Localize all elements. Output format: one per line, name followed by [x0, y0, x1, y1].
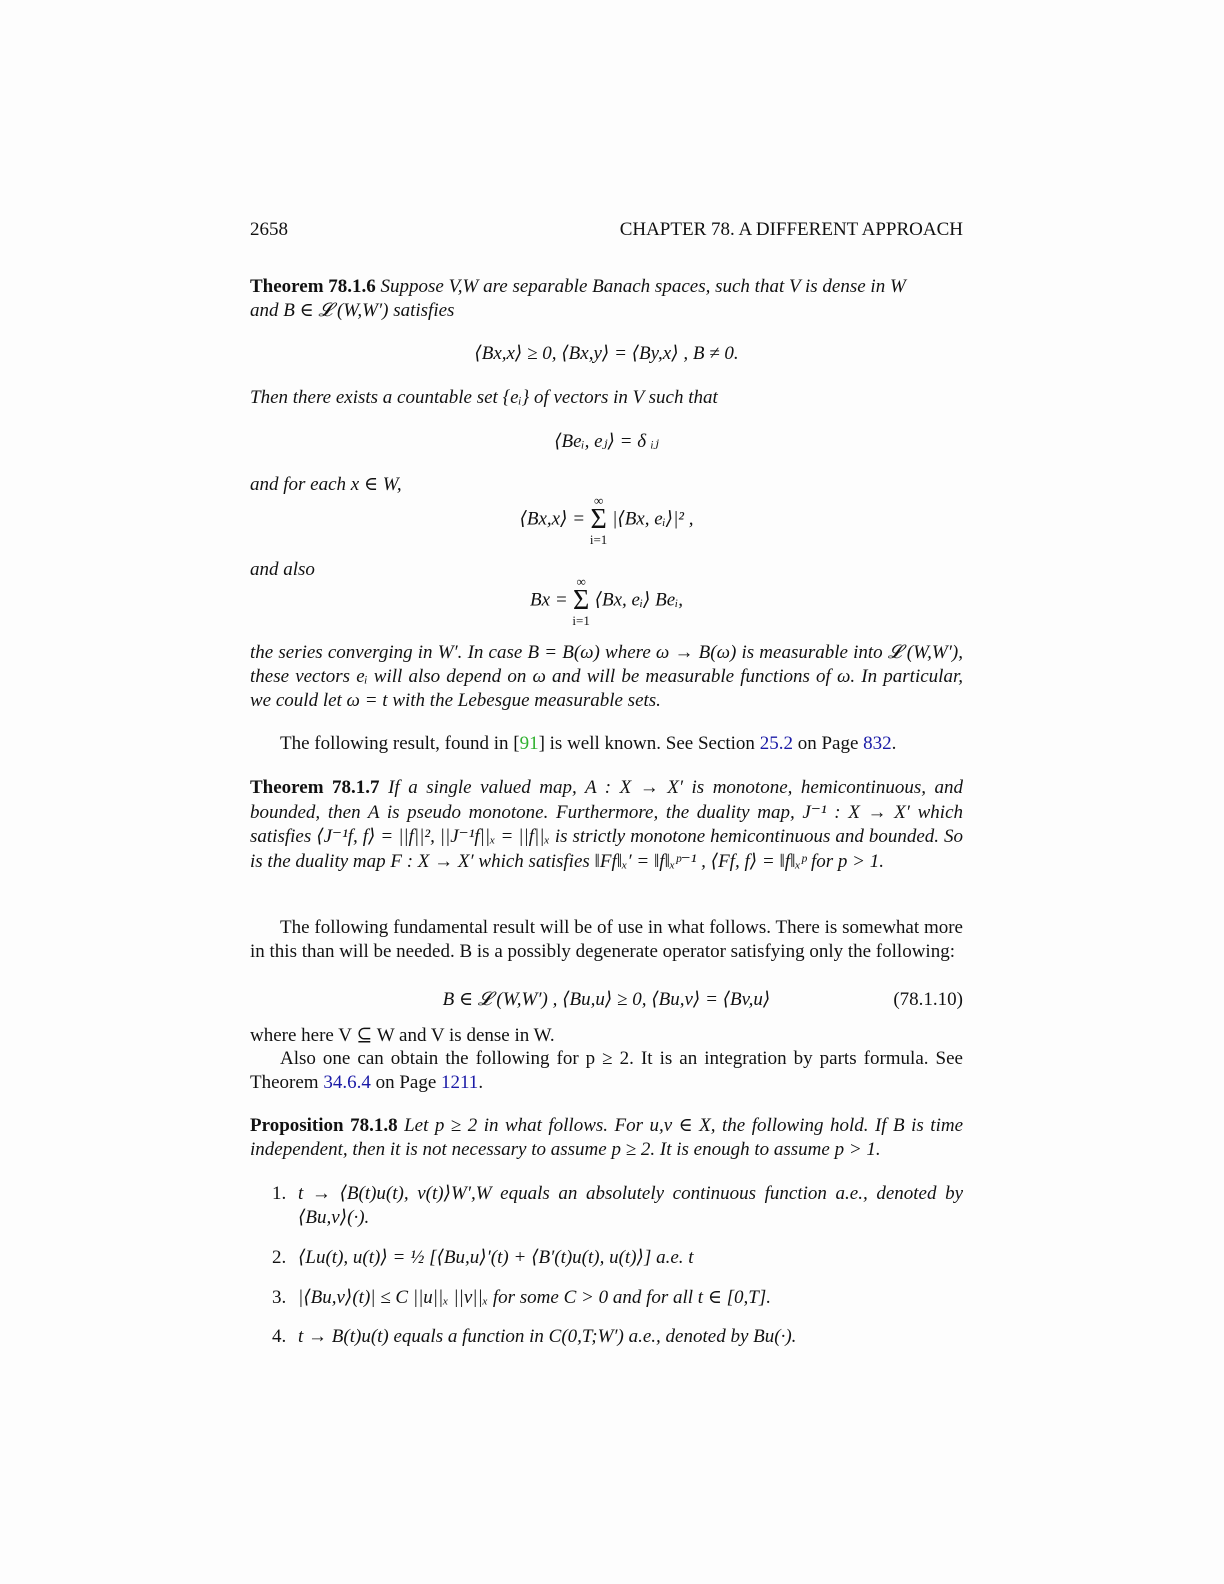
paragraph-where: where here V ⊆ W and V is dense in W.	[250, 1025, 555, 1046]
equation-78-1-10	[250, 988, 963, 1012]
summation-sign: ∞ Σ i=1	[589, 493, 608, 547]
equation-lhs: ⟨Bx,x⟩ =	[519, 508, 586, 530]
theorem-text-line1: Suppose V,W are separable Banach spaces, such that V is dense in W	[380, 276, 906, 297]
equation-lhs: Bx =	[530, 589, 568, 611]
equation-rhs: ⟨Bx, eᵢ⟩ Beᵢ,	[594, 589, 683, 611]
citation-link[interactable]: 91	[519, 733, 539, 754]
sum-upper-limit: ∞	[593, 493, 604, 508]
equation-positivity: ⟨Bx,x⟩ ≥ 0, ⟨Bx,y⟩ = ⟨By,x⟩ , B ≠ 0.	[474, 343, 739, 364]
list-number: 3.	[272, 1287, 287, 1308]
text: ] is well known. See Section	[538, 733, 760, 754]
list-text: |⟨Bu,v⟩(t)| ≤ C ||u||ₓ ||v||ₓ for some C > 0 and for all t ∈ [0,T].	[298, 1287, 772, 1308]
sum-lower-limit: i=1	[589, 532, 608, 547]
list-item	[272, 1182, 963, 1230]
proposition-label: Proposition 78.1.8	[250, 1115, 398, 1136]
text: on Page	[370, 1072, 442, 1093]
list-item	[272, 1325, 963, 1349]
theorem-link[interactable]: 34.6.4	[323, 1072, 371, 1093]
chapter-title: CHAPTER 78. A DIFFERENT APPROACH	[619, 219, 963, 240]
list-text: t → ⟨B(t)u(t), v(t)⟩W′,W equals an absolutely continuous function a.e., denoted by ⟨Bu,v⟩(·).	[298, 1183, 963, 1228]
section-link[interactable]: 25.2	[759, 733, 793, 754]
theorem-text-line4: and for each x ∈ W,	[250, 474, 402, 495]
sum-lower-limit: i=1	[572, 613, 590, 628]
theorem-label: Theorem 78.1.6	[250, 276, 376, 297]
summation-sign: ∞ Σ i=1	[572, 574, 590, 628]
list-number: 1.	[272, 1183, 287, 1204]
paragraph-known-result	[250, 732, 963, 756]
equation-sum-norm	[250, 494, 963, 546]
theorem-text-line5: and also	[250, 559, 315, 580]
list-text: t → B(t)u(t) equals a function in C(0,T;W′) a.e., denoted by Bu(·).	[298, 1326, 797, 1347]
theorem-78-1-6	[250, 275, 963, 323]
list-item	[272, 1286, 963, 1310]
text: .	[478, 1072, 484, 1093]
theorem-text-line2: and B ∈ 𝓛 (W,W′) satisfies	[250, 300, 455, 321]
equation-number: (78.1.10)	[893, 989, 963, 1010]
paragraph-integration-by-parts	[250, 1047, 963, 1095]
theorem-text-line3: Then there exists a countable set {eᵢ} of vectors in V such that	[250, 387, 718, 408]
equation-body: B ∈ 𝓛 (W,W′) , ⟨Bu,u⟩ ≥ 0, ⟨Bu,v⟩ = ⟨Bv,u⟩	[442, 989, 771, 1010]
list-number: 2.	[272, 1247, 287, 1268]
equation-orthonormal: ⟨Beᵢ, eⱼ⟩ = δ ᵢⱼ	[554, 431, 659, 452]
page-link[interactable]: 1211	[441, 1072, 479, 1093]
equation-expansion	[250, 575, 963, 627]
paragraph-fundamental-result: The following fundamental result will be of use in what follows. There is somewhat more in this than will be needed. B is a possibly degenerate operator satisfying only the following:	[250, 917, 963, 962]
proposition-78-1-8	[250, 1114, 963, 1162]
theorem-tail: the series converging in W′. In case B = B(ω) where ω → B(ω) is measurable into 𝓛 (W,W′), these vectors eᵢ will also depend on ω and will be measurable functions of ω. In particular, we could let ω = t with the Lebesgue measurable sets.	[250, 642, 963, 711]
theorem-text: If a single valued map, A : X → X′ is monotone, hemicontinuous, and bounded, then A is pseudo monotone. Furthermore, the duality map, J⁻¹ : X → X′ which satisfies ⟨J⁻¹f, f⟩ = ||f||², ||J⁻¹f||ₓ = ||f||ₓ is strictly monotone hemicontinuous and bounded. So is the duality map F : X → X′ which satisfies ‖Ff‖ₓ′ = ‖f‖ₓᵖ⁻¹ , ⟨Ff, f⟩ = ‖f‖ₓᵖ for p > 1.	[250, 777, 963, 872]
page-link[interactable]: 832	[863, 733, 892, 754]
list-text: ⟨Lu(t), u(t)⟩ = ½ [⟨Bu,u⟩′(t) + ⟨B′(t)u(t), u(t)⟩] a.e. t	[298, 1247, 694, 1268]
theorem-78-1-7	[250, 776, 963, 874]
theorem-label: Theorem 78.1.7	[250, 777, 380, 798]
sum-upper-limit: ∞	[576, 574, 586, 589]
list-number: 4.	[272, 1326, 287, 1347]
list-item	[272, 1246, 963, 1270]
equation-rhs: |⟨Bx, eᵢ⟩|² ,	[612, 508, 694, 530]
page-number: 2658	[250, 219, 288, 240]
proposition-text: Let p ≥ 2 in what follows. For u,v ∈ X, the following hold. If B is time independent, then it is not necessary to assume p ≥ 2. It is enough to assume p > 1.	[250, 1115, 964, 1160]
text: Also one can obtain the following for p ≥ 2. It is an integration by parts formula. See Theorem	[250, 1048, 963, 1093]
text: .	[891, 733, 897, 754]
text: on Page	[792, 733, 864, 754]
text: The following result, found in [	[280, 733, 520, 754]
